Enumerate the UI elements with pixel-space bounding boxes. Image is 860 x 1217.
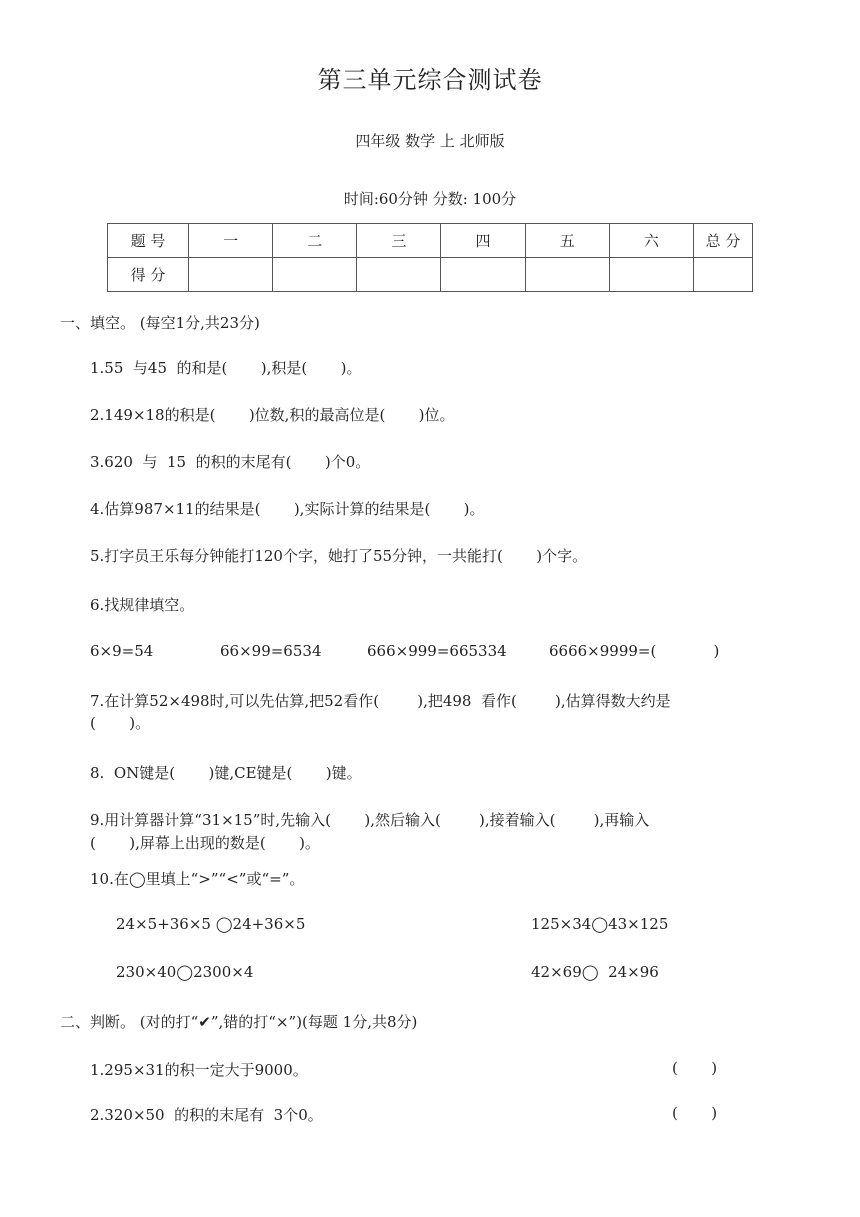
score-input-cell[interactable] (273, 258, 357, 292)
subtitle: 四年级 数学 上 北师版 (355, 132, 505, 150)
question-1-5: 5.打字员王乐每分钟能打120个字，她打了55分钟，一共能打( )个字。 (90, 547, 588, 565)
score-cell: 题 号 (108, 224, 189, 258)
pattern-item: 66×99=6534 (220, 642, 322, 660)
page-title: 第三单元综合测试卷 (317, 66, 543, 94)
answer-paren[interactable]: ( ) (672, 1059, 718, 1077)
score-input-cell[interactable] (357, 258, 441, 292)
pattern-item: 6666×9999=( ) (549, 642, 720, 660)
question-1-9-line1: 9.用计算器计算“31×15”时,先输入( ),然后输入( ),接着输入( ),再输入 (90, 811, 650, 829)
score-input-cell[interactable] (441, 258, 525, 292)
question-1-3: 3.620 与 15 的积的末尾有( )个0。 (90, 453, 371, 471)
score-cell: 二 (273, 224, 357, 258)
score-cell: 四 (441, 224, 525, 258)
score-table-score-row (108, 258, 753, 292)
score-cell: 一 (189, 224, 273, 258)
compare-item: 24×5+36×5 ◯24+36×5 (116, 915, 306, 933)
score-cell: 五 (525, 224, 609, 258)
question-1-1: 1.55 与45 的和是( ),积是( )。 (90, 359, 362, 377)
question-2-2: 2.320×50 的积的末尾有 3个0。 (90, 1106, 323, 1124)
question-1-4: 4.估算987×11的结果是( ),实际计算的结果是( )。 (90, 500, 485, 518)
section1-heading: 一、填空。 (每空1分,共23分) (60, 314, 260, 332)
score-input-cell[interactable] (189, 258, 273, 292)
score-cell: 三 (357, 224, 441, 258)
score-cell: 得 分 (108, 258, 189, 292)
question-1-2: 2.149×18的积是( )位数,积的最高位是( )位。 (90, 406, 455, 424)
pattern-item: 666×999=665334 (367, 642, 507, 660)
question-1-7-line2: ( )。 (90, 714, 151, 732)
question-1-7-line1: 7.在计算52×498时,可以先估算,把52看作( ),把498 看作( ),估算得数大约是 (90, 692, 671, 710)
compare-item: 230×40◯2300×4 (116, 963, 254, 981)
question-1-9-line2: ( ),屏幕上出现的数是( )。 (90, 834, 320, 852)
question-1-6: 6.找规律填空。 (90, 596, 195, 614)
score-cell: 六 (609, 224, 693, 258)
score-input-cell[interactable] (609, 258, 693, 292)
question-1-10: 10.在◯里填上“>”“<”或“=”。 (90, 870, 305, 888)
question-1-8: 8. ON键是( )键,CE键是( )键。 (90, 764, 362, 782)
score-cell: 总 分 (694, 224, 753, 258)
score-input-cell[interactable] (694, 258, 753, 292)
question-2-1: 1.295×31的积一定大于9000。 (90, 1061, 308, 1079)
section2-heading: 二、判断。 (对的打“✔”,错的打“×”)(每题 1分,共8分) (60, 1013, 418, 1031)
score-input-cell[interactable] (525, 258, 609, 292)
time-score-line: 时间:60分钟 分数: 100分 (343, 190, 517, 208)
compare-item: 125×34◯43×125 (531, 915, 669, 933)
score-table-header-row (108, 224, 753, 258)
compare-item: 42×69◯ 24×96 (531, 963, 659, 981)
pattern-item: 6×9=54 (90, 642, 154, 660)
score-table (107, 223, 753, 292)
answer-paren[interactable]: ( ) (672, 1104, 718, 1122)
